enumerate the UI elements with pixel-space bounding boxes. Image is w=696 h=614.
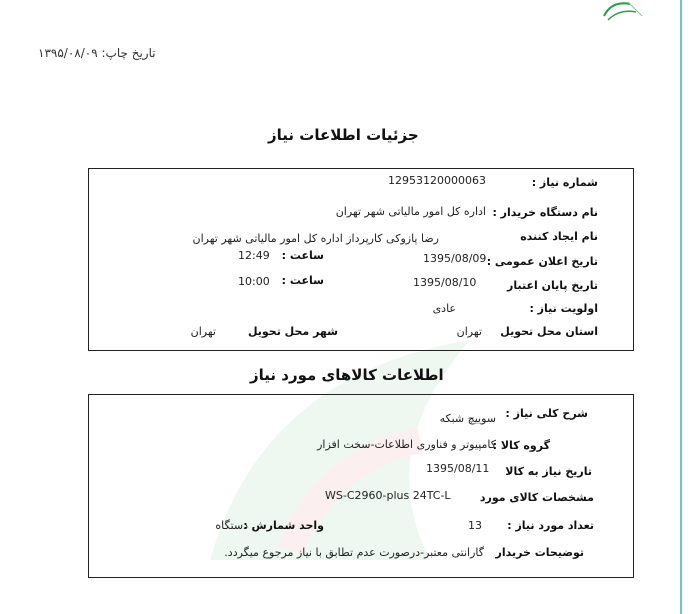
buyer-label: نام دستگاه خریدار : — [492, 206, 598, 219]
city-label: شهر محل تحویل — [247, 325, 338, 338]
unit-value: دستگاه — [215, 519, 248, 532]
print-date — [38, 46, 156, 60]
description-value: سوییچ شبکه — [439, 412, 496, 425]
buyer-notes-value: گارانتی معتبر-درصورت عدم تطابق با نیاز مرجوع میگردد. — [224, 546, 484, 559]
creator-value: رضا پازوکی کارپرداز اداره کل امور مالیاتی شهر تهران — [192, 232, 439, 245]
announce-time-value: 12:49 — [238, 249, 270, 262]
province-value: تهران — [456, 325, 482, 338]
spec-label: مشخصات کالای مورد — [479, 491, 594, 504]
announce-date-value: 1395/08/09 — [423, 252, 487, 265]
unit-label: واحد شمارش : — [243, 519, 324, 532]
goods-section-title: اطلاعات کالاهای مورد نیاز — [250, 366, 444, 384]
spec-value: WS-C2960-plus 24TC-L — [325, 489, 451, 502]
need-date-label: تاریخ نیاز به کالا — [505, 465, 592, 478]
group-value: کامپیوتر و فناوری اطلاعات-سخت افزار — [317, 438, 496, 451]
announce-date-label: تاریخ اعلان عمومی : — [486, 255, 598, 268]
priority-value: عادی — [432, 302, 456, 315]
expiry-time-label: ساعت : — [281, 274, 324, 287]
print-date-value: ۱۳۹۵/۰۸/۰۹ — [38, 46, 98, 60]
group-label: گروه کالا : — [492, 439, 550, 452]
priority-label: اولویت نیاز : — [529, 302, 598, 315]
description-label: شرح کلی نیاز : — [505, 407, 588, 420]
quantity-label: تعداد مورد نیاز : — [507, 519, 594, 532]
print-date-label: تاریخ چاپ: — [101, 46, 156, 60]
quantity-value: 13 — [468, 519, 482, 532]
need-number-value: 12953120000063 — [388, 174, 486, 187]
city-value: تهران — [190, 325, 216, 338]
announce-time-label: ساعت : — [281, 249, 324, 262]
page-title: جزئیات اطلاعات نیاز — [268, 126, 419, 144]
expiry-time-value: 10:00 — [238, 275, 270, 288]
expiry-date-value: 1395/08/10 — [413, 276, 477, 289]
need-date-value: 1395/08/11 — [426, 462, 490, 475]
need-number-label: شماره نیاز : — [531, 176, 598, 189]
expiry-date-label: تاریخ پایان اعتبار — [507, 279, 598, 292]
buyer-value: اداره کل امور مالیاتی شهر تهران — [335, 205, 486, 218]
province-label: استان محل تحویل — [500, 325, 598, 338]
buyer-notes-label: توضیحات خریدار — [495, 546, 584, 559]
creator-label: نام ایجاد کننده — [520, 230, 598, 243]
brand-logo — [600, 0, 644, 22]
